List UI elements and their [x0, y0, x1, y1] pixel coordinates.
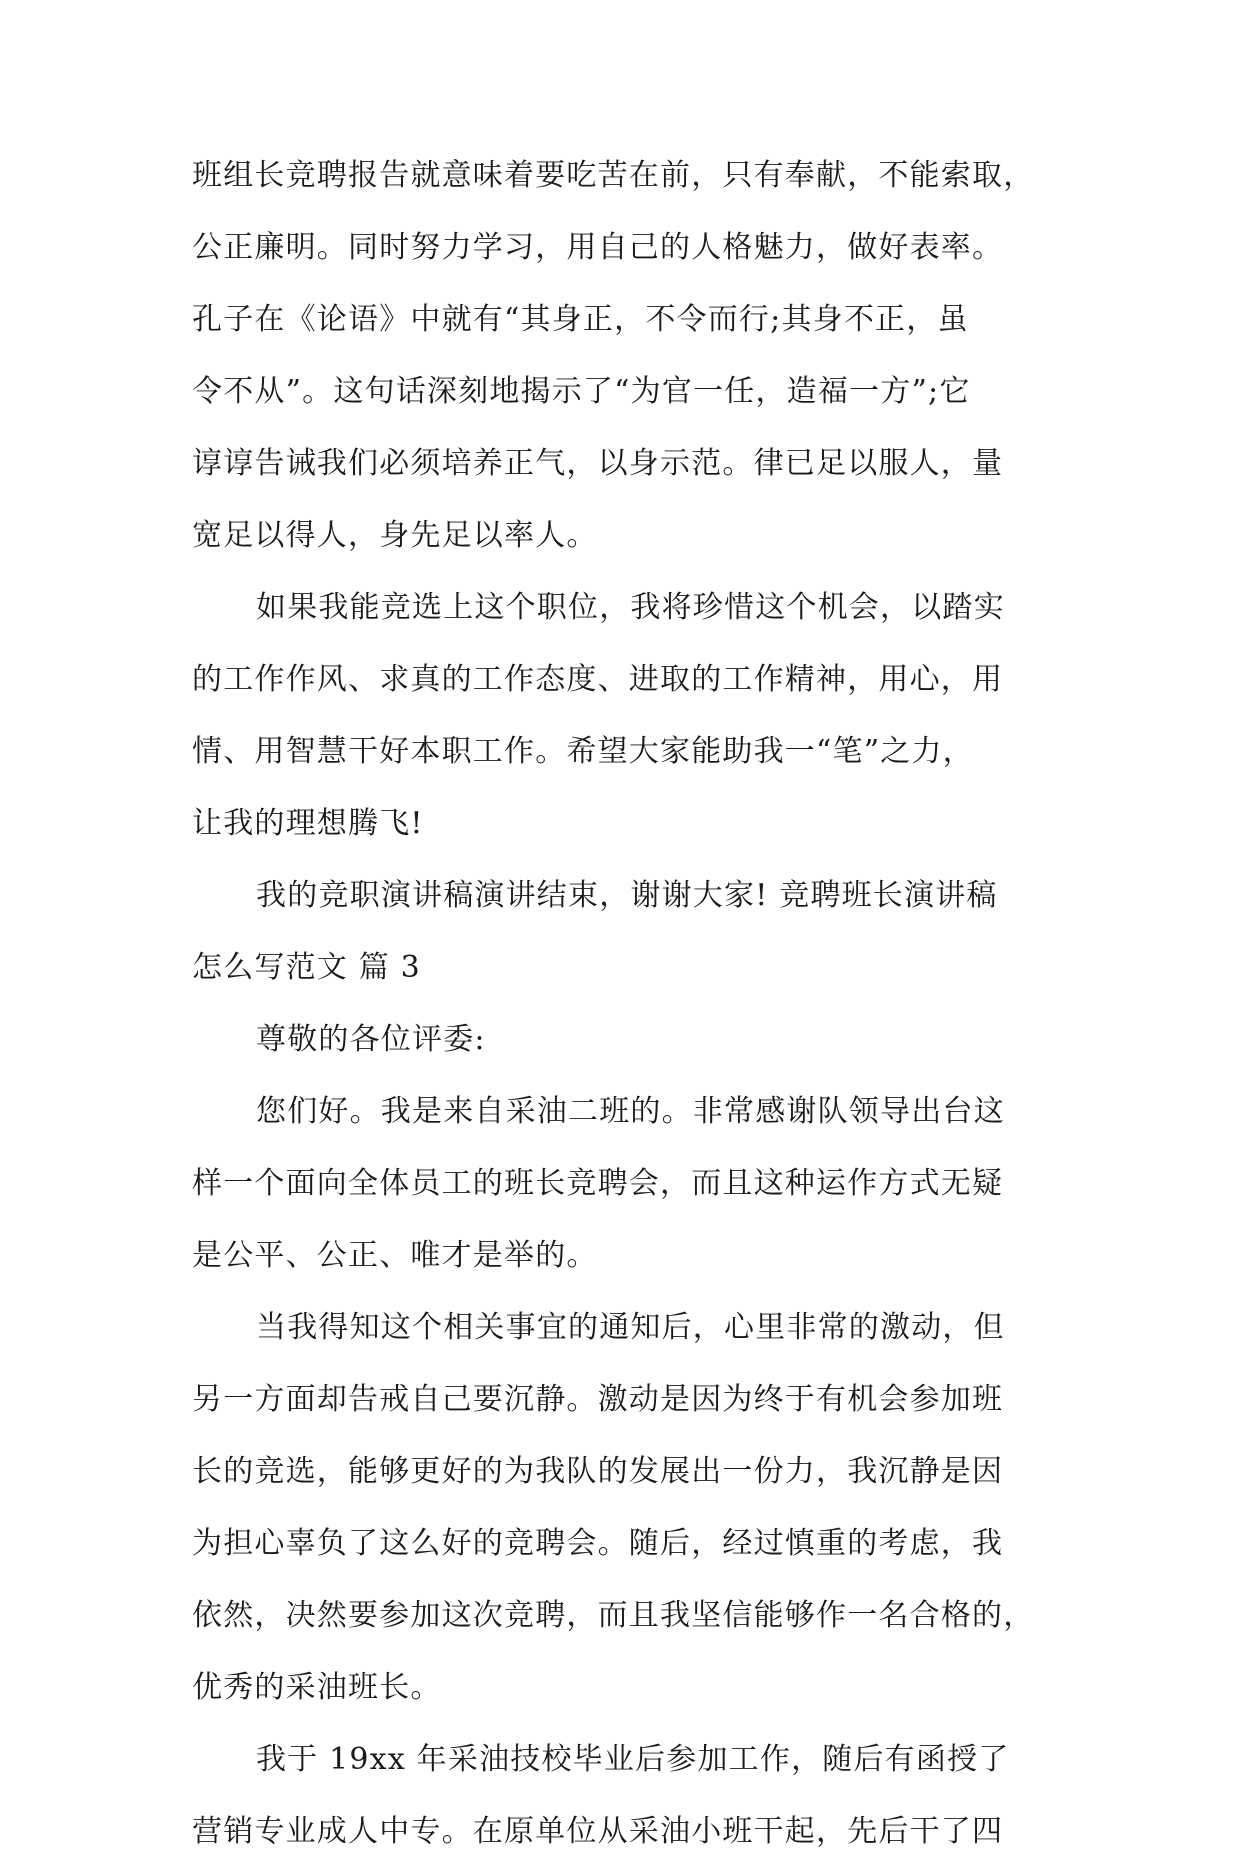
text-line: 样一个面向全体员工的班长竞聘会，而且这种运作方式无疑 — [192, 1166, 1004, 1201]
text-line: 令不从”。这句话深刻地揭示了“为官一任，造福一方”;它 — [192, 374, 971, 409]
paragraph — [192, 1724, 1072, 1868]
section-heading-line: 怎么写范文 篇 3 — [192, 950, 421, 985]
paragraph — [192, 140, 1072, 572]
text-line: 让我的理想腾飞! — [192, 806, 424, 841]
text-line: 孔子在《论语》中就有“其身正，不令而行;其身不正，虽 — [192, 302, 969, 337]
text-line: 宽足以得人，身先足以率人。 — [192, 518, 598, 553]
text-line: 的工作作风、求真的工作态度、进取的工作精神，用心，用 — [192, 662, 1004, 697]
text-line: 情、用智慧干好本职工作。希望大家能助我一“笔”之力， — [192, 734, 974, 769]
text-line: 您们好。我是来自采油二班的。非常感谢队领导出台这 — [256, 1094, 1005, 1129]
paragraph — [192, 1292, 1072, 1724]
salutation — [192, 1004, 1072, 1076]
text-line: 公正廉明。同时努力学习，用自己的人格魅力，做好表率。 — [192, 230, 1004, 265]
paragraph — [192, 860, 1072, 1004]
text-line: 谆谆告诫我们必须培养正气，以身示范。律已足以服人，量 — [192, 446, 1004, 481]
text-line: 优秀的采油班长。 — [192, 1670, 442, 1705]
paragraph — [192, 1076, 1072, 1292]
body-text — [192, 140, 1072, 1868]
text-line: 营销专业成人中专。在原单位从采油小班干起，先后干了四 — [192, 1814, 1004, 1849]
text-line: 我于 19xx 年采油技校毕业后参加工作，随后有函授了 — [256, 1742, 1010, 1777]
text-line: 班组长竞聘报告就意味着要吃苦在前，只有奉献，不能索取， — [192, 158, 1035, 193]
text-line: 长的竞选，能够更好的为我队的发展出一份力，我沉静是因 — [192, 1454, 1004, 1489]
text-line: 另一方面却告戒自己要沉静。激动是因为终于有机会参加班 — [192, 1382, 1004, 1417]
text-line: 如果我能竞选上这个职位，我将珍惜这个机会，以踏实 — [256, 590, 1005, 625]
text-line: 为担心辜负了这么好的竞聘会。随后，经过慎重的考虑，我 — [192, 1526, 1004, 1561]
text-line: 尊敬的各位评委: — [256, 1022, 486, 1057]
text-line: 我的竞职演讲稿演讲结束，谢谢大家! 竞聘班长演讲稿 — [256, 878, 998, 913]
text-line: 是公平、公正、唯才是举的。 — [192, 1238, 598, 1273]
text-line: 当我得知这个相关事宜的通知后，心里非常的激动，但 — [256, 1310, 1005, 1345]
paragraph — [192, 572, 1072, 860]
text-line: 依然，决然要参加这次竞聘，而且我坚信能够作一名合格的， — [192, 1598, 1035, 1633]
